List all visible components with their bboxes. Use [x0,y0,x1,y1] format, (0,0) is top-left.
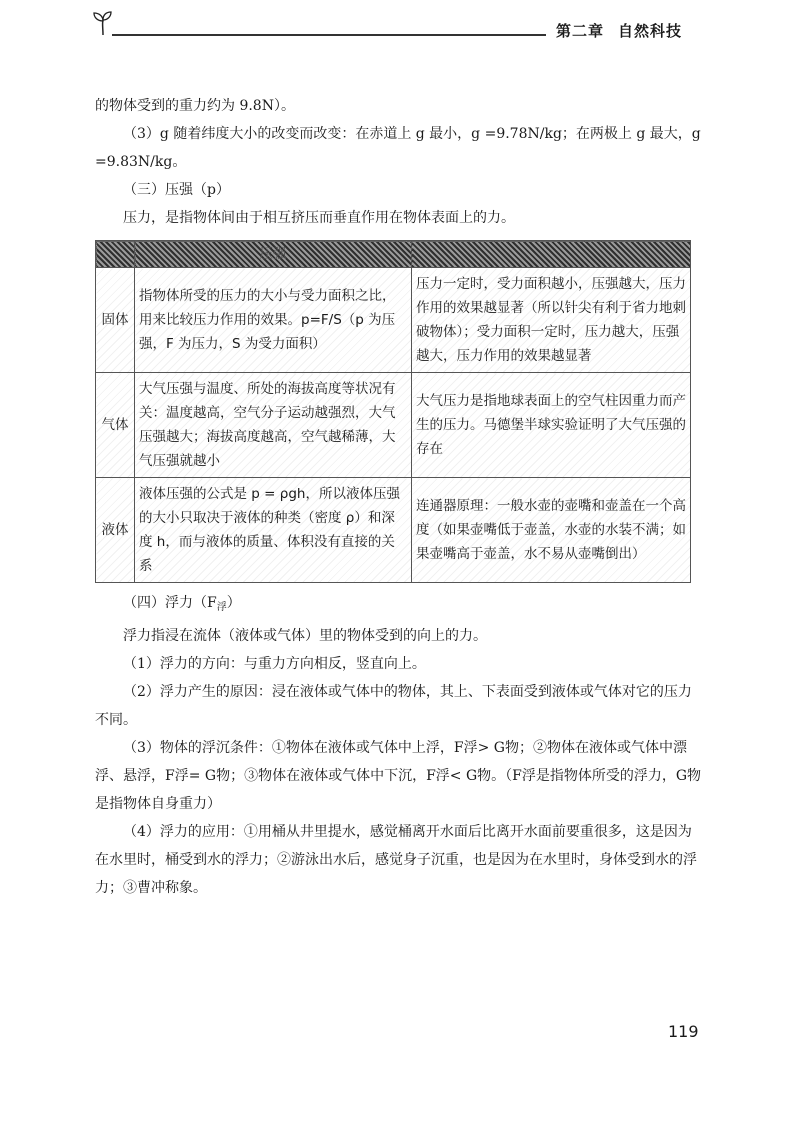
buoyancy-title-subscript: 浮 [216,602,227,613]
pressure-table [95,240,691,583]
table-header-cell [412,241,691,268]
table-header-cell: 压强 [135,241,412,268]
buoyancy-item-cause: （2）浮力产生的原因：浸在液体或气体中的物体，其上、下表面受到液体或气体对它的压力不同。 [95,684,692,728]
table-header-row [96,241,691,268]
buoyancy-title-suffix: ） [226,595,241,611]
page-number: 119 [668,1022,699,1041]
header-rule [112,34,546,36]
state-cell: 固体 [96,268,135,373]
buoyancy-item-applications: （4）浮力的应用：①用桶从井里提水，感觉桶离开水面后比离开水面前要重很多，这是因为在水里时，桶受到水的浮力；②游泳出水后，感觉身子沉重，也是因为在水里时，身体受到水的浮力；③曹冲称象。 [95,824,697,896]
chapter-number: 第二章 [556,22,605,40]
table-row [96,373,691,478]
paragraph-gravity-end: 的物体受到的重力约为 9.8N）。 [95,98,295,114]
note-cell: 大气压力是指地球表面上的空气柱因重力而产生的压力。马德堡半球实验证明了大气压强的存在 [412,373,691,478]
buoyancy-item-conditions: （3）物体的浮沉条件：①物体在液体或气体中上浮，F浮> G物；②物体在液体或气体中漂浮、悬浮，F浮= G物；③物体在液体或气体中下沉，F浮< G物。（F浮是指物体所受的浮力，G物是指物体自身重力） [95,740,702,812]
table-row [96,478,691,583]
paragraph-g-latitude: （3）g 随着纬度大小的改变而改变：在赤道上 g 最小，g =9.78N/kg；在两极上 g 最大，g =9.83N/kg。 [95,126,701,170]
sprout-icon [92,10,114,36]
definition-cell: 指物体所受的压力的大小与受力面积之比，用来比较压力作用的效果。p=F/S（p 为压强，F 为压力，S 为受力面积） [135,268,412,373]
page-body [95,92,705,902]
chapter-subject: 自然科技 [618,22,683,40]
note-cell: 压力一定时，受力面积越小，压强越大，压力作用的效果越显著（所以针尖有利于省力地刺破物体）；受力面积一定时，压力越大，压强越大，压力作用的效果越显著 [412,268,691,373]
buoyancy-title-prefix: （四）浮力（F [123,595,217,611]
state-cell: 液体 [96,478,135,583]
table-row [96,268,691,373]
definition-cell: 液体压强的公式是 p = ρgh，所以液体压强的大小只取决于液体的种类（密度 ρ）和深度 h，而与液体的质量、体积没有直接的关系 [135,478,412,583]
state-cell: 气体 [96,373,135,478]
paragraph-buoyancy-intro: 浮力指浸在流体（液体或气体）里的物体受到的向上的力。 [123,628,487,644]
definition-cell: 大气压强与温度、所处的海拔高度等状况有关：温度越高，空气分子运动越强烈，大气压强越大；海拔高度越高，空气越稀薄，大气压强就越小 [135,373,412,478]
chapter-title [556,20,682,41]
section-title-buoyancy [95,589,705,622]
note-cell: 连通器原理：一般水壶的壶嘴和壶盖在一个高度（如果壶嘴低于壶盖，水壶的水装不满；如果壶嘴高于壶盖，水不易从壶嘴倒出） [412,478,691,583]
paragraph-pressure-definition: 压力，是指物体间由于相互挤压而垂直作用在物体表面上的力。 [123,210,515,226]
section-title-pressure: （三）压强（p） [123,182,230,198]
table-header-cell [96,241,135,268]
buoyancy-item-direction: （1）浮力的方向：与重力方向相反，竖直向上。 [123,656,426,672]
page-header [0,0,800,50]
